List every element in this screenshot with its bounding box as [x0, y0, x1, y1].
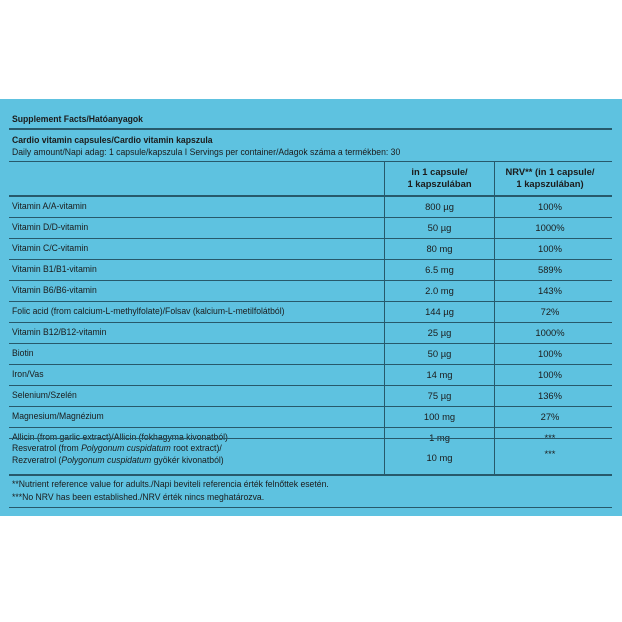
nutrient-nrv: 143%: [538, 285, 562, 296]
nutrient-nrv: 1000%: [535, 327, 565, 338]
nutrient-nrv: 27%: [540, 411, 560, 422]
daily-amount: Daily amount/Napi adag: 1 capsule/kapszula I Servings per container/Adagok száma a termékben: 30: [12, 147, 401, 158]
nutrient-name: Selenium/Szelén: [12, 390, 77, 401]
nutrient-amount: 50 µg: [427, 348, 452, 359]
nutrient-nrv: 589%: [538, 264, 562, 275]
nutrient-amount: 25 µg: [427, 327, 452, 338]
nutrient-nrv: ***: [544, 448, 556, 459]
column-divider: [494, 161, 495, 474]
footnote: **Nutrient reference value for adults./Napi beviteli referencia érték felnőttek esetén.: [12, 479, 329, 490]
nutrient-name: Vitamin B1/B1-vitamin: [12, 264, 97, 275]
divider: [9, 406, 612, 407]
divider: [9, 438, 612, 439]
divider: [9, 322, 612, 323]
divider: [9, 385, 612, 386]
nutrient-nrv: 72%: [540, 306, 560, 317]
supplement-facts-panel: [0, 99, 622, 516]
nutrient-amount: 10 mg: [426, 452, 453, 463]
divider: [9, 161, 612, 162]
nutrient-amount: 800 µg: [425, 201, 454, 212]
nutrient-amount: 6.5 mg: [425, 264, 454, 275]
divider: [9, 128, 612, 130]
nutrient-name: Iron/Vas: [12, 369, 44, 380]
nutrient-amount: 50 µg: [427, 222, 452, 233]
header-nrv-line1: NRV** (in 1 capsule/: [505, 166, 595, 177]
nutrient-nrv: 100%: [538, 201, 562, 212]
nutrient-amount: 100 mg: [423, 411, 456, 422]
nutrient-nrv: 100%: [538, 348, 562, 359]
header-amount-line2: 1 kapszulában: [407, 178, 472, 189]
header-amount-line1: in 1 capsule/: [411, 166, 468, 177]
divider: [9, 507, 612, 508]
divider: [9, 364, 612, 365]
product-name: Cardio vitamin capsules/Cardio vitamin kapszula: [12, 135, 213, 146]
nutrient-amount: 14 mg: [426, 369, 453, 380]
nutrient-name: Magnesium/Magnézium: [12, 411, 104, 422]
nutrient-name: Biotin: [12, 348, 34, 359]
nutrient-name: Vitamin A/A-vitamin: [12, 201, 87, 212]
divider: [9, 280, 612, 281]
nutrient-name: Folic acid (from calcium-L-methylfolate)/Folsav (kalcium-L-metilfolátból): [12, 306, 285, 317]
nutrient-amount: 75 µg: [427, 390, 452, 401]
divider: [9, 343, 612, 344]
divider: [9, 217, 612, 218]
nutrient-nrv: 1000%: [535, 222, 565, 233]
footnote: ***No NRV has been established./NRV érték nincs meghatározva.: [12, 492, 265, 503]
nutrient-name-line1: Resveratrol (from Polygonum cuspidatum root extract)/: [12, 443, 222, 454]
nutrient-amount: 80 mg: [426, 243, 453, 254]
header-nrv-line2: 1 kapszulában): [516, 178, 584, 189]
nutrient-amount: 144 µg: [425, 306, 454, 317]
nutrient-name: Vitamin C/C-vitamin: [12, 243, 89, 254]
divider: [9, 427, 612, 428]
nutrient-name: Vitamin B6/B6-vitamin: [12, 285, 97, 296]
nutrient-name-line2: Rezveratrol (Polygonum cuspidatum gyökér kivonatból): [12, 455, 224, 466]
nutrient-nrv: 100%: [538, 369, 562, 380]
divider: [9, 474, 612, 476]
nutrient-amount: 2.0 mg: [425, 285, 454, 296]
divider: [9, 259, 612, 260]
nutrient-nrv: 100%: [538, 243, 562, 254]
divider: [9, 238, 612, 239]
nutrient-nrv: 136%: [538, 390, 562, 401]
nutrient-name: Vitamin D/D-vitamin: [12, 222, 89, 233]
nutrient-name: Vitamin B12/B12-vitamin: [12, 327, 107, 338]
divider: [9, 195, 612, 197]
column-divider: [384, 161, 385, 474]
divider: [9, 301, 612, 302]
panel-title: Supplement Facts/Hatóanyagok: [12, 114, 143, 125]
